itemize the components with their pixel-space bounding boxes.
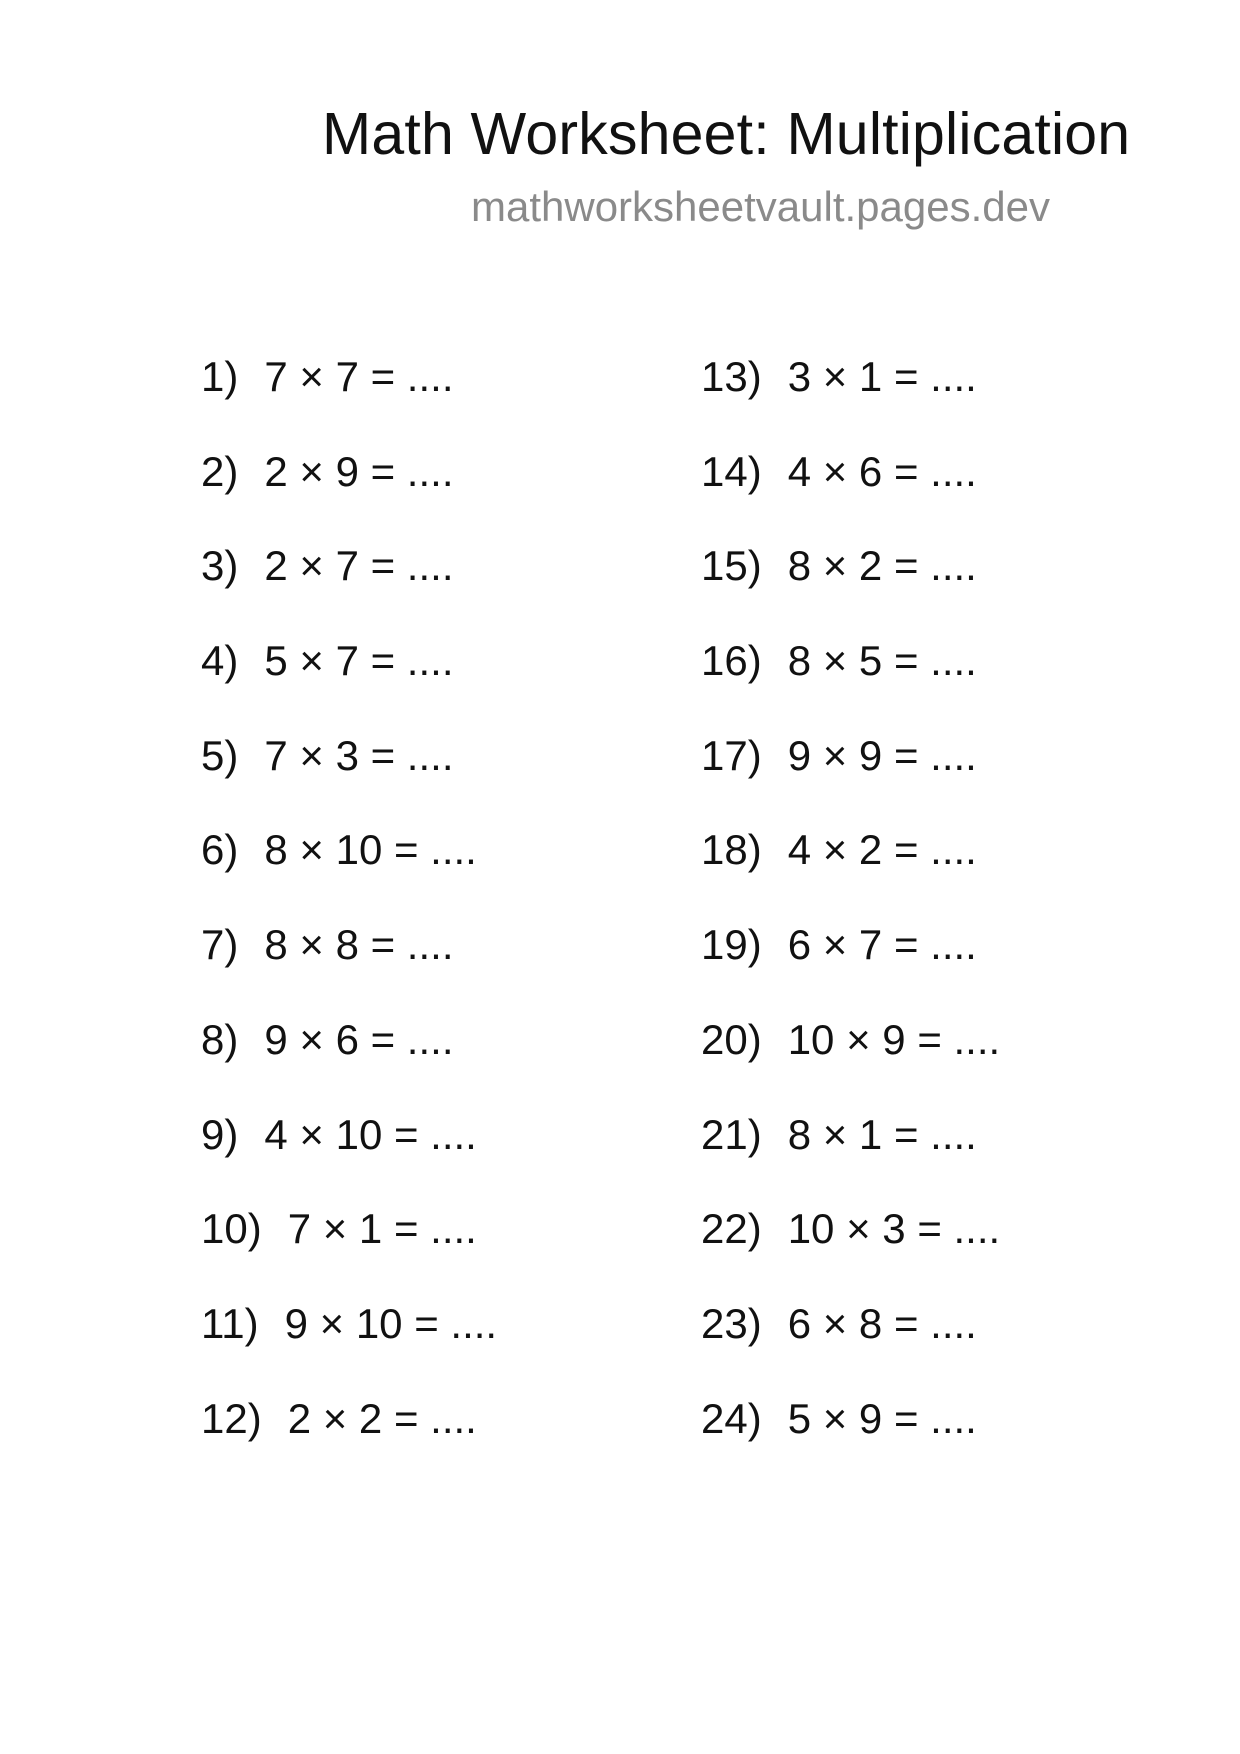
problem-number: 18) bbox=[701, 826, 762, 874]
problem-number: 24) bbox=[701, 1394, 762, 1442]
problem-expression: 5 × 7 = .... bbox=[264, 637, 454, 685]
problem-expression: 4 × 2 = .... bbox=[787, 826, 977, 874]
problem-number: 2) bbox=[201, 447, 239, 495]
problem-3 bbox=[201, 541, 497, 636]
problem-expression: 8 × 1 = .... bbox=[787, 1110, 977, 1158]
problem-number: 19) bbox=[701, 921, 762, 969]
page-title: Math Worksheet: Multiplication bbox=[322, 101, 1131, 167]
problem-number: 7) bbox=[201, 921, 239, 969]
problem-7 bbox=[201, 920, 497, 1015]
problem-number: 6) bbox=[201, 826, 239, 874]
problem-number: 11) bbox=[201, 1299, 259, 1347]
problem-expression: 7 × 7 = .... bbox=[264, 353, 454, 400]
problem-expression: 3 × 1 = .... bbox=[787, 353, 977, 400]
problem-18 bbox=[701, 825, 1000, 920]
problem-number: 10) bbox=[201, 1205, 262, 1253]
problem-number: 15) bbox=[701, 542, 762, 590]
problem-2 bbox=[201, 447, 497, 542]
problem-20 bbox=[701, 1015, 1000, 1110]
problem-12 bbox=[201, 1394, 497, 1489]
problem-number: 20) bbox=[701, 1015, 762, 1063]
page-subtitle: mathworksheetvault.pages.dev bbox=[471, 183, 1050, 230]
problem-24 bbox=[701, 1394, 1000, 1489]
problem-expression: 10 × 9 = .... bbox=[787, 1015, 1001, 1063]
problem-11 bbox=[201, 1299, 497, 1394]
problem-15 bbox=[701, 541, 1000, 636]
problem-expression: 7 × 1 = .... bbox=[287, 1205, 477, 1253]
problem-9 bbox=[201, 1110, 497, 1205]
problem-expression: 8 × 5 = .... bbox=[787, 637, 977, 685]
problem-number: 3) bbox=[201, 542, 239, 590]
problem-expression: 4 × 6 = .... bbox=[787, 447, 977, 495]
problem-expression: 2 × 7 = .... bbox=[264, 542, 454, 590]
problem-expression: 2 × 2 = .... bbox=[287, 1394, 477, 1442]
problem-expression: 9 × 6 = .... bbox=[264, 1015, 454, 1063]
problem-column-right bbox=[701, 352, 1000, 1488]
problem-expression: 6 × 8 = .... bbox=[787, 1299, 977, 1347]
problem-number: 5) bbox=[201, 731, 239, 779]
problem-expression: 9 × 10 = .... bbox=[284, 1299, 498, 1347]
problem-expression: 6 × 7 = .... bbox=[787, 921, 977, 969]
problem-expression: 8 × 8 = .... bbox=[264, 921, 454, 969]
problem-17 bbox=[701, 731, 1000, 826]
problem-expression: 5 × 9 = .... bbox=[787, 1394, 977, 1442]
problem-8 bbox=[201, 1015, 497, 1110]
problem-10 bbox=[201, 1204, 497, 1299]
problem-expression: 7 × 3 = .... bbox=[264, 731, 454, 779]
problem-13 bbox=[701, 352, 1000, 447]
problem-column-left bbox=[201, 352, 497, 1488]
problem-number: 23) bbox=[701, 1299, 762, 1347]
problem-19 bbox=[701, 920, 1000, 1015]
problem-number: 12) bbox=[201, 1394, 262, 1442]
problem-21 bbox=[701, 1110, 1000, 1205]
problem-1 bbox=[201, 352, 497, 447]
problem-number: 13) bbox=[701, 353, 762, 400]
problem-number: 1) bbox=[201, 353, 239, 400]
problem-expression: 9 × 9 = .... bbox=[787, 731, 977, 779]
problem-number: 8) bbox=[201, 1015, 239, 1063]
problem-5 bbox=[201, 731, 497, 826]
problem-number: 21) bbox=[701, 1110, 762, 1158]
problem-expression: 2 × 9 = .... bbox=[264, 447, 454, 495]
problem-number: 4) bbox=[201, 637, 239, 685]
problem-16 bbox=[701, 636, 1000, 731]
problem-number: 16) bbox=[701, 637, 762, 685]
problem-22 bbox=[701, 1204, 1000, 1299]
problem-number: 17) bbox=[701, 731, 762, 779]
problem-number: 9) bbox=[201, 1110, 239, 1158]
problem-expression: 4 × 10 = .... bbox=[264, 1110, 477, 1158]
problem-14 bbox=[701, 447, 1000, 542]
problem-expression: 8 × 2 = .... bbox=[787, 542, 977, 590]
problem-number: 22) bbox=[701, 1205, 762, 1253]
problem-6 bbox=[201, 825, 497, 920]
problem-expression: 10 × 3 = .... bbox=[787, 1205, 1001, 1253]
problem-expression: 8 × 10 = .... bbox=[264, 826, 477, 874]
problem-4 bbox=[201, 636, 497, 731]
problem-number: 14) bbox=[701, 447, 762, 495]
problem-23 bbox=[701, 1299, 1000, 1394]
